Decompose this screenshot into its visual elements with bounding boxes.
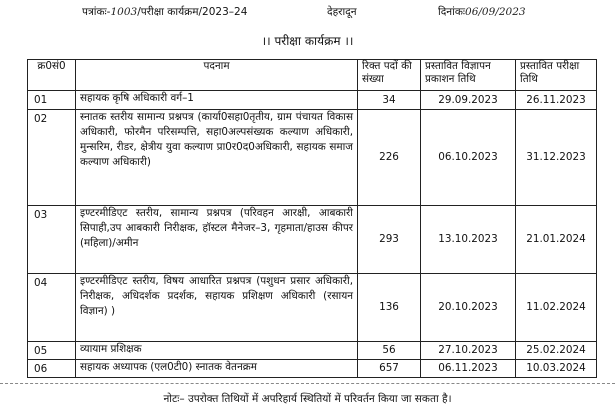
letter-suffix: /परीक्षा कार्यक्रम/2023–24 xyxy=(137,6,248,18)
advertisement-date: 20.10.2023 xyxy=(421,274,516,342)
serial-number: 02 xyxy=(28,110,76,206)
column-header: क्र0सं0 xyxy=(28,60,76,91)
table-row xyxy=(28,360,597,378)
table-row xyxy=(28,91,597,110)
date-label: दिनांकः xyxy=(438,6,466,18)
post-name: सहायक कृषि अधिकारी वर्ग–1 xyxy=(76,91,358,110)
table-header-row xyxy=(28,60,597,91)
table-row xyxy=(28,342,597,360)
exam-date: 10.03.2024 xyxy=(516,360,597,378)
vacancy-count: 136 xyxy=(358,274,421,342)
date-value: 06/09/2023 xyxy=(465,6,526,18)
exam-schedule-table xyxy=(27,59,597,378)
post-name: स्नातक स्तरीय सामान्य प्रश्नपत्र (कार्या0सहा0तृतीय, ग्राम पंचायत विकास अधिकारी, फोरमैन परिसम्पत्ति, सहा0अल्पसंख्यक कल्याण अधिकारी, मुन्सरिम, रीडर, क्षेत्रीय युवा कल्याण प्रा0र0द0अधिकारी, सहायक समाज कल्याण अधिकारी) xyxy=(76,110,358,206)
advertisement-date: 27.10.2023 xyxy=(421,342,516,360)
column-header: प्रस्तावित विज्ञापन प्रकाशन तिथि xyxy=(421,60,516,91)
vacancy-count: 657 xyxy=(358,360,421,378)
serial-number: 01 xyxy=(28,91,76,110)
vacancy-count: 34 xyxy=(358,91,421,110)
column-header: प्रस्तावित परीक्षा तिथि xyxy=(516,60,597,91)
serial-number: 06 xyxy=(28,360,76,378)
serial-number: 05 xyxy=(28,342,76,360)
serial-number: 03 xyxy=(28,206,76,274)
page-title: ।। परीक्षा कार्यक्रम ।। xyxy=(261,34,354,48)
advertisement-date: 29.09.2023 xyxy=(421,91,516,110)
exam-date: 11.02.2024 xyxy=(516,274,597,342)
exam-date: 31.12.2023 xyxy=(516,110,597,206)
page-divider xyxy=(0,383,615,384)
exam-date: 21.01.2024 xyxy=(516,206,597,274)
letter-number: 1003 xyxy=(110,6,138,18)
footer-note: नोटः– उपरोक्त तिथियों में अपरिहार्य स्थितियों में परिवर्तन किया जा सकता है। xyxy=(163,393,452,405)
advertisement-date: 06.11.2023 xyxy=(421,360,516,378)
table-row xyxy=(28,274,597,342)
column-header: पदनाम xyxy=(76,60,358,91)
advertisement-date: 13.10.2023 xyxy=(421,206,516,274)
post-name: व्यायाम प्रशिक्षक xyxy=(76,342,358,360)
letter-prefix: पत्रांकः- xyxy=(82,6,111,18)
table-row xyxy=(28,110,597,206)
serial-number: 04 xyxy=(28,274,76,342)
place: देहरादून xyxy=(327,6,357,18)
post-name: सहायक अध्यापक (एल0टी0) स्नातक वेतनक्रम xyxy=(76,360,358,378)
vacancy-count: 226 xyxy=(358,110,421,206)
table-row xyxy=(28,206,597,274)
exam-date: 25.02.2024 xyxy=(516,342,597,360)
vacancy-count: 56 xyxy=(358,342,421,360)
advertisement-date: 06.10.2023 xyxy=(421,110,516,206)
post-name: इण्टरमीडिएट स्तरीय, विषय आधारित प्रश्नपत्र (पशुधन प्रसार अधिकारी, निरीक्षक, अधिदर्शक प्रदर्शक, सहायक प्रशिक्षण अधिकारी (रसायन विज्ञान) ) xyxy=(76,274,358,342)
column-header: रिक्त पदों की संख्या xyxy=(358,60,421,91)
letter-date xyxy=(438,5,526,19)
vacancy-count: 293 xyxy=(358,206,421,274)
exam-date: 26.11.2023 xyxy=(516,91,597,110)
letter-reference xyxy=(82,5,247,19)
post-name: इण्टरमीडिएट स्तरीय, सामान्य प्रश्नपत्र (परिवहन आरक्षी, आबकारी सिपाही,उप आबकारी निरीक्षक, हॉस्टल मैनेजर–3, गृहमाता/हाउस कीपर (महिला)/अमीन xyxy=(76,206,358,274)
